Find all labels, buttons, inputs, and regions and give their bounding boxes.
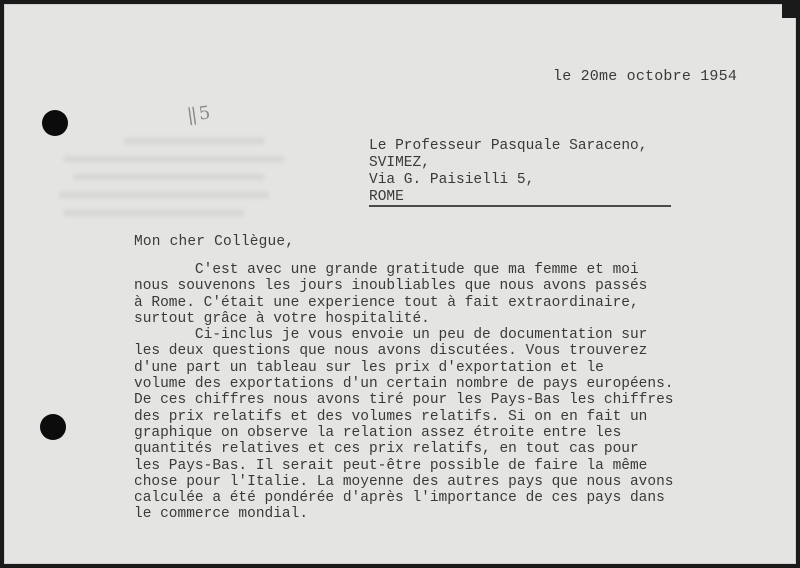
bleed-through-shadow: [74, 174, 264, 180]
body-line: d'une part un tableau sur les prix d'exportation et le: [134, 359, 604, 376]
body-line: calculée a été pondérée d'après l'importance de ces pays dans: [134, 490, 665, 507]
recipient-line: Le Professeur Pasquale Saraceno,: [369, 138, 648, 154]
body-line: C'est avec une grande gratitude que ma femme et moi: [134, 262, 639, 278]
bleed-through-shadow: [64, 156, 284, 162]
bleed-through-shadow: [59, 192, 269, 198]
letter-date: le 20me octobre 1954: [553, 68, 738, 85]
body-line: à Rome. C'était une experience tout à fait extraordinaire,: [134, 294, 639, 311]
body-line: les Pays-Bas. Il serait peut-être possible de faire la même: [134, 457, 648, 474]
bleed-through-shadow: [64, 210, 244, 216]
body-line: graphique on observe la relation assez étroite entre les: [134, 424, 622, 441]
salutation: Mon cher Collègue,: [134, 234, 295, 250]
punch-hole-bottom: [40, 414, 66, 440]
bleed-through-shadow: [124, 138, 264, 144]
punch-hole-top: [42, 110, 68, 136]
body-line: surtout grâce à votre hospitalité.: [134, 310, 430, 327]
body-line: des prix relatifs et des volumes relatifs. Si on en fait un: [134, 408, 648, 425]
body-line: volume des exportations d'un certain nombre de pays européens.: [134, 376, 674, 393]
address-underline: [369, 205, 671, 207]
letter-sheet: [4, 4, 796, 564]
pencil-annotation: || 5: [185, 102, 210, 127]
body-line: chose pour l'Italie. La moyenne des autres pays que nous avons: [134, 473, 674, 490]
body-line: De ces chiffres nous avons tiré pour les Pays-Bas les chiffres: [134, 392, 674, 409]
recipient-line: SVIMEZ,: [369, 155, 430, 171]
letter-body: [134, 262, 754, 523]
recipient-address: [369, 138, 647, 206]
scan-corner-mark: [782, 4, 796, 18]
recipient-line: Via G. Paisielli 5,: [369, 172, 535, 188]
recipient-line: ROME: [369, 189, 404, 205]
body-line: quantités relatives et ces prix relatifs, en tout cas pour: [134, 441, 639, 458]
body-line: Ci-inclus je vous envoie un peu de documentation sur: [134, 327, 648, 344]
body-line: nous souvenons les jours inoubliables que nous avons passés: [134, 278, 648, 295]
body-line: le commerce mondial.: [134, 506, 309, 523]
body-line: les deux questions que nous avons discutées. Vous trouverez: [134, 343, 648, 360]
